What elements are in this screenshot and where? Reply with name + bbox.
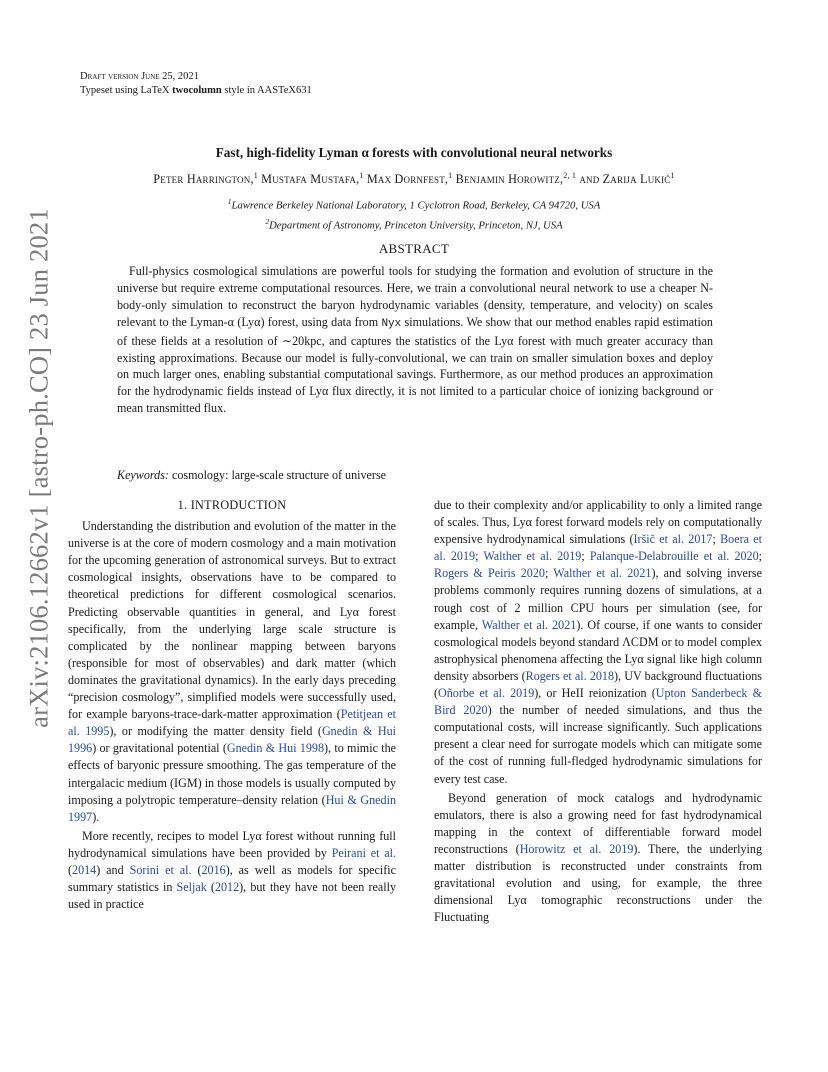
- author: [261, 172, 363, 186]
- author-affil-mark: 1: [670, 171, 675, 180]
- body-text: ), as well as models for specific summary statistics in: [68, 862, 396, 895]
- intro-paragraph-3: [434, 790, 762, 927]
- section-heading-introduction: 1. INTRODUCTION: [177, 498, 287, 512]
- intro-paragraph-2-continued: [434, 497, 762, 788]
- affiliation-text: Department of Astronomy, Princeton University, Princeton, NJ, USA: [269, 219, 563, 232]
- citation-link[interactable]: Boera et al. 2019: [434, 532, 762, 564]
- affiliation: [80, 194, 748, 214]
- author-name: Max Dornfest,: [366, 172, 449, 187]
- abstract-text-1: Full-physics cosmological simulations are powerful tools for studying the formation and evolution of structure in the universe but require extreme computational resources. Here, we train a convolutional neural network to use a cheaper N-body-only simulation to reconstruct the baryon hydrodynamic variables (density, temperature, and velocity) on scales relevant to the Lyman-α (Lyα) forest, using data from: [117, 264, 713, 329]
- draft-prefix: Draft version: [80, 71, 139, 82]
- author: [367, 172, 453, 186]
- latex-logo: LaTeX: [140, 85, 170, 96]
- citation-link[interactable]: Oñorbe et al. 2019: [438, 686, 535, 701]
- draft-date: June 25, 2021: [141, 71, 199, 82]
- body-text: (: [191, 862, 202, 877]
- citation-link[interactable]: Rogers & Peiris 2020: [434, 566, 545, 581]
- body-text: due to their complexity and/or applicability to only a limited range of scales. Thus, Lyα forest forward models rely on computationally expensive hydrodynamical simulations (: [434, 498, 762, 547]
- affiliation-mark: 2: [265, 217, 270, 227]
- author-affil-mark: 1: [448, 171, 453, 180]
- abstract-code-nyx: Nyx: [381, 317, 402, 330]
- body-text: ), but they have not been really used in practice: [68, 880, 396, 912]
- affiliation-text: Lawrence Berkeley National Laboratory, 1 Cyclotron Road, Berkeley, CA 94720, USA: [231, 199, 601, 212]
- body-text: ), to mimic the effects of baryonic pressure smoothing. The gas temperature of the intergalacic medium (IGM) in those models is usually computed by imposing a polytropic temperature–density relation (: [68, 741, 396, 807]
- body-text: ). Of course, if one wants to consider cosmological models beyond standard ΛCDM or to model complex astrophysical phenomena affecting the Lyα signal like high column density absorbers (: [434, 617, 762, 683]
- draft-header: [80, 70, 312, 98]
- citation-link[interactable]: Hui & Gnedin 1997: [68, 792, 396, 824]
- citation-link[interactable]: Seljak: [176, 880, 207, 895]
- citation-link[interactable]: Walther et al. 2021: [553, 566, 652, 581]
- author-name: Peter Harrington,: [153, 172, 254, 187]
- arxiv-stamp-text: arXiv:2106.12662v1 [astro-ph.CO] 23 Jun 2021: [23, 208, 54, 728]
- body-text: Beyond generation of mock catalogs and hydrodynamic emulators, there is also a growing need for fast hydrodynamical mapping in the context of differentiable forward model reconstructions (: [434, 790, 762, 856]
- body-text: ;: [475, 549, 484, 564]
- affiliations: [80, 194, 748, 234]
- citation-link[interactable]: Palanque-Delabrouille et al. 2020: [589, 549, 759, 564]
- author: [579, 172, 674, 186]
- citation-link[interactable]: Sorini et al.: [129, 862, 192, 877]
- citation-link[interactable]: Horowitz et al. 2019: [519, 841, 634, 856]
- body-text: ) and: [96, 862, 130, 877]
- author-name: Mustafa Mustafa,: [261, 172, 360, 187]
- keywords-text: cosmology: large-scale structure of universe: [168, 468, 387, 482]
- author-name: Benjamin Horowitz,: [455, 172, 564, 187]
- abstract-heading: ABSTRACT: [378, 241, 450, 256]
- citation-link[interactable]: Upton Sanderbeck & Bird 2020: [434, 686, 762, 718]
- citation-link[interactable]: Iršič et al. 2017: [633, 532, 713, 547]
- body-text: ), and solving inverse problems commonly requires running dozens of simulations, at a rough cost of 2 million CPU hours per simulation (see, for example,: [434, 566, 763, 632]
- body-text: ), or modifying the matter density field (: [109, 724, 322, 739]
- citation-link[interactable]: 2012: [214, 880, 240, 895]
- intro-paragraph-1: [68, 518, 396, 826]
- body-text: (: [206, 880, 215, 895]
- citation-link[interactable]: Walther et al. 2021: [481, 617, 577, 632]
- typeset-post: style in AASTeX631: [221, 85, 312, 96]
- abstract-body: [117, 263, 713, 417]
- author-affil-mark: 1: [359, 171, 364, 180]
- body-text: ;: [581, 549, 590, 564]
- citation-link[interactable]: Gnedin & Hui 1998: [226, 741, 325, 756]
- body-text: ;: [712, 532, 721, 547]
- author: [456, 172, 576, 186]
- author-affil-mark: 2, 1: [563, 171, 577, 180]
- citation-link[interactable]: Gnedin & Hui 1996: [68, 724, 397, 756]
- arxiv-stamp: [16, 208, 62, 728]
- body-text: ) the number of needed simulations, and thus the computational costs, will increase significantly. Such applications present a clear need for surrogate models which can mitigate some of the cost of running full-fledged hydrodynamic simulations for every test case.: [434, 703, 762, 786]
- body-text: More recently, recipes to model Lyα forest without running full hydrodynamical simulations have been provided by: [68, 828, 396, 860]
- body-text: ), UV background fluctuations (: [434, 668, 762, 701]
- body-text: (: [68, 862, 73, 877]
- citation-link[interactable]: Petitjean et al. 1995: [68, 707, 396, 739]
- typeset-pre: Typeset using: [80, 85, 141, 96]
- paper-title: Fast, high-fidelity Lyman α forests with convolutional neural networks: [215, 145, 613, 160]
- intro-paragraph-2: [68, 828, 396, 913]
- author: [153, 172, 258, 186]
- right-column: [434, 497, 762, 926]
- body-text: ) or gravitational potential (: [92, 741, 227, 756]
- citation-link[interactable]: Walther et al. 2019: [483, 549, 582, 564]
- keywords-label: Keywords:: [117, 468, 169, 482]
- affiliation: [80, 214, 748, 234]
- body-text: ), or HeII reionization (: [534, 686, 656, 701]
- citation-link[interactable]: Rogers et al. 2018: [525, 668, 615, 683]
- body-text: ).: [92, 809, 100, 824]
- abstract-text-2: simulations. We show that our method enables rapid estimation of these fields at a resolution of ∼20kpc, and captures the statistics of the Lyα forest with much greater accuracy than existing approximations. Because our model is fully-convolutional, we can train on smaller simulation boxes and deploy on much larger ones, enabling substantial computational savings. Furthermore, as our method produces an approximation for the hydrodynamic fields instead of Lyα flux directly, it is not limited to a particular choice of ionizing background or mean transmitted flux.: [117, 314, 713, 416]
- keywords: [117, 468, 713, 483]
- author-affil-mark: 1: [253, 171, 258, 180]
- typeset-line: [80, 84, 312, 98]
- typeset-class: twocolumn: [172, 85, 222, 96]
- citation-link[interactable]: 2016: [201, 862, 226, 877]
- body-text: ;: [544, 566, 554, 581]
- affiliation-mark: 1: [227, 197, 232, 206]
- body-text: ;: [758, 549, 763, 564]
- body-text: Understanding the distribution and evolution of the matter in the universe is at the core of modern cosmology and a main motivation for the upcoming generation of astronomical surveys. But to extract cosmological insights, observations have to be compared to theoretical predictions for different cosmological scenarios. Predicting observable quantities in general, and Lyα forest specifically, from the underlying large scale structure is complicated by the nonlinear mapping between baryons (responsible for most of observables) and dark matter (which dominates the gravitational dynamics). In the early days preceding “precision cosmology”, simplified models were successfully used, for example baryons-trace-dark-matter approximation (: [68, 519, 396, 722]
- citation-link[interactable]: Peirani et al.: [331, 845, 396, 860]
- author-list: [80, 171, 748, 187]
- citation-link[interactable]: 2014: [72, 862, 97, 877]
- left-column: [68, 497, 396, 913]
- body-text: ). There, the underlying matter distribution is reconstructed under constraints from gravitational evolution and using, for example, the three dimensional Lyα tomographic reconstructions under the Fluctuating: [434, 841, 763, 925]
- author-name: and Zarija Lukić: [579, 172, 671, 187]
- draft-line: [80, 70, 312, 84]
